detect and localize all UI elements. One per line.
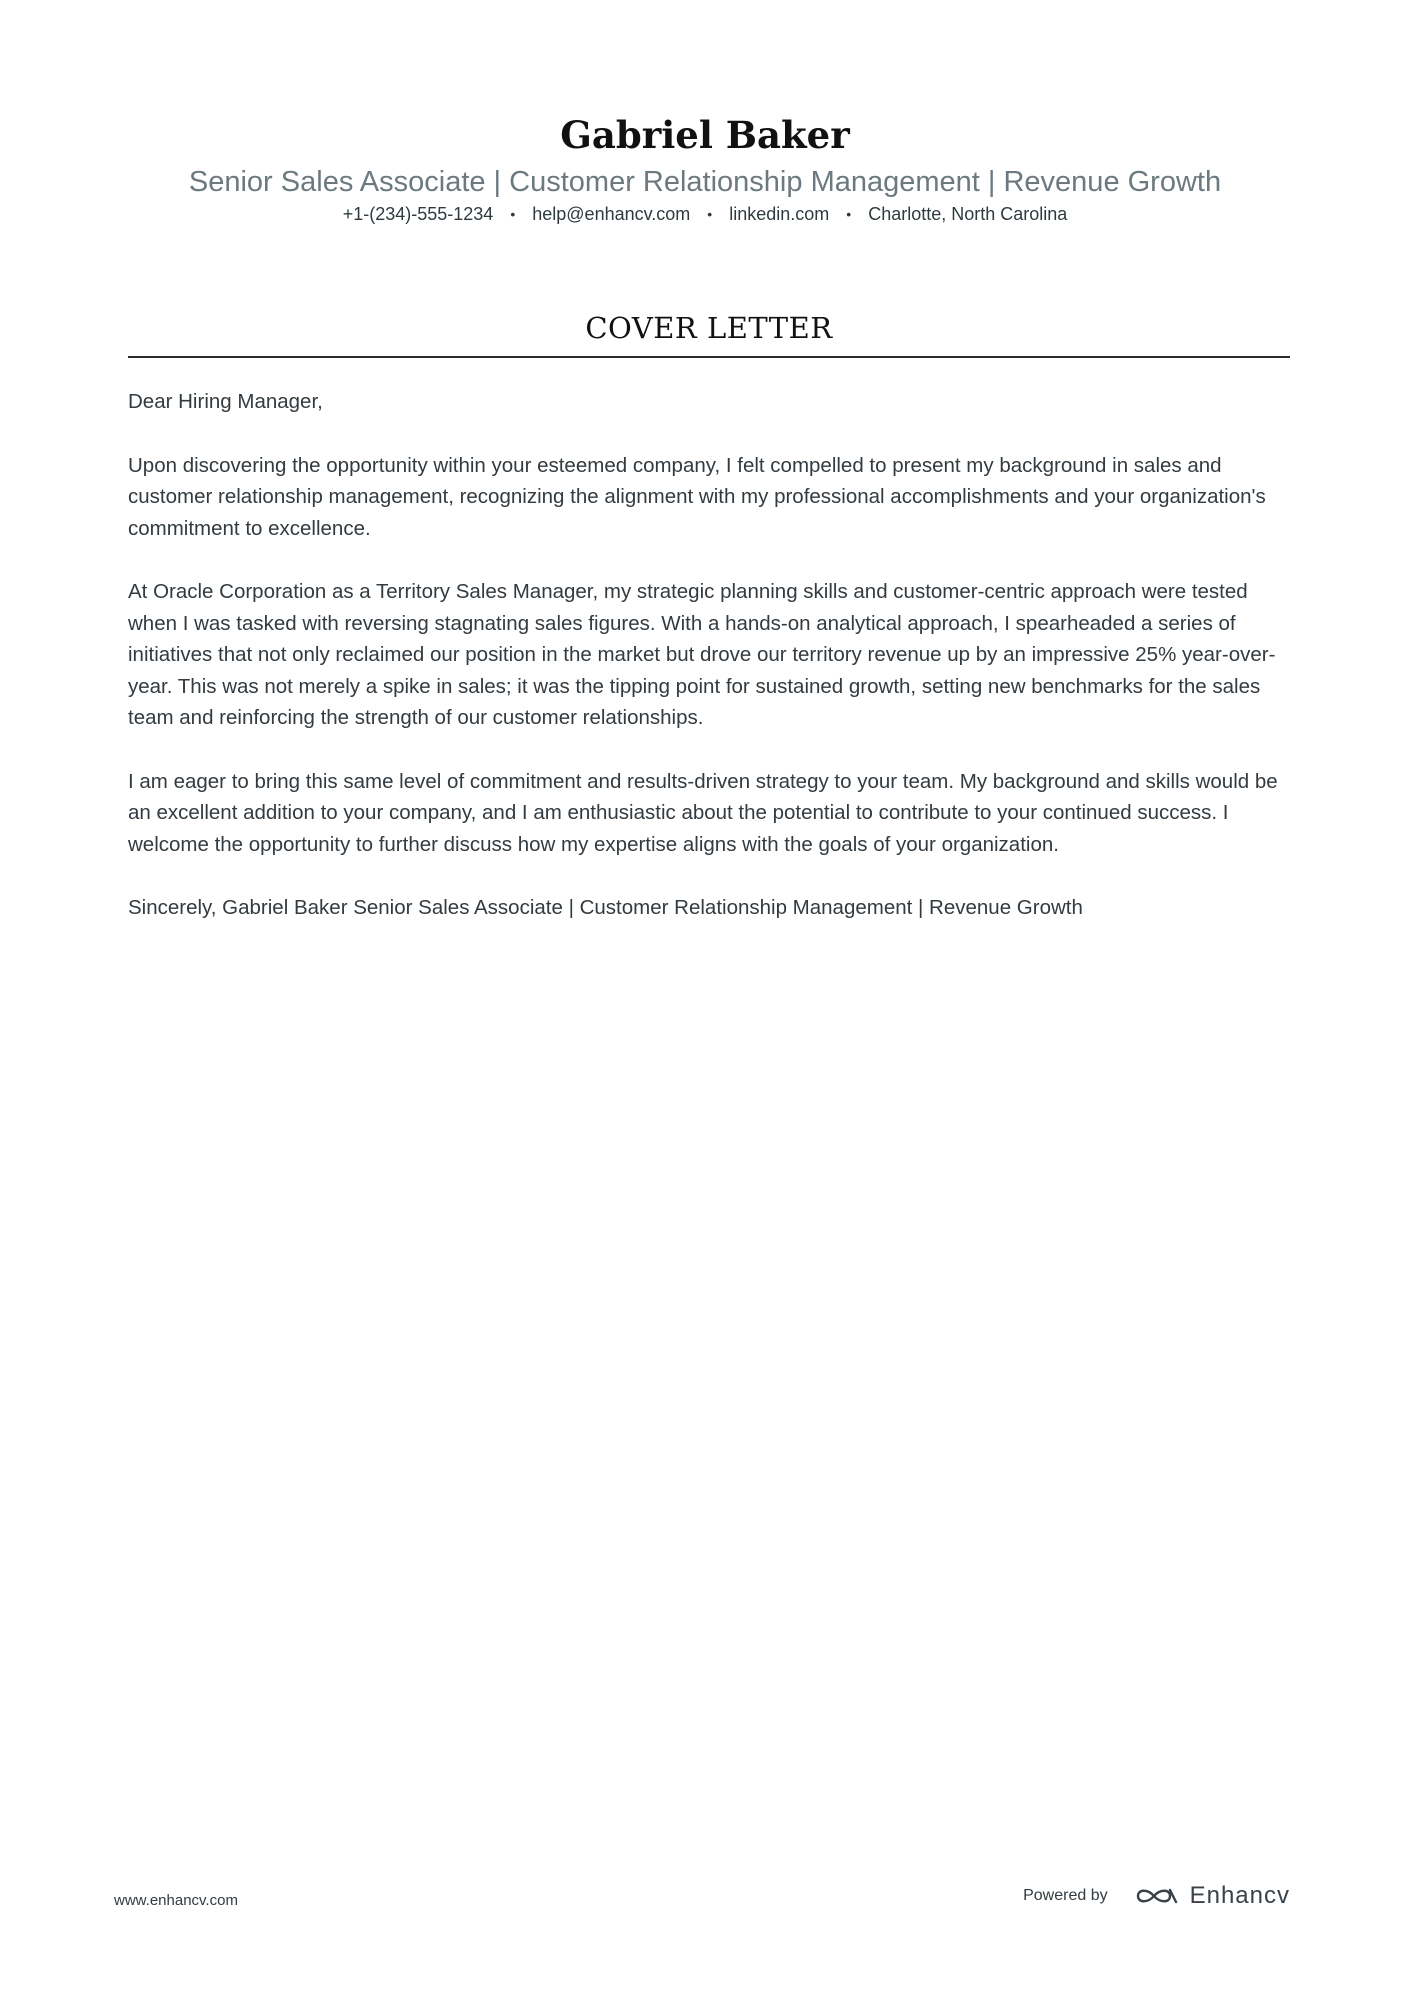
letter-body (128, 386, 1288, 956)
resume-header (0, 112, 1410, 226)
contact-email: help@enhancv.com (532, 204, 691, 224)
contact-separator: • (707, 206, 713, 222)
enhancv-logo-icon (1134, 1884, 1180, 1908)
candidate-headline: Senior Sales Associate | Customer Relationship Management | Revenue Growth (188, 166, 1222, 198)
letter-paragraph: I am eager to bring this same level of commitment and results-driven strategy to your team. My background and skills would be an excellent addition to your company, and I am enthusiastic about the potential to contribute to your continued success. I welcome the opportunity to further discuss how my expertise aligns with the goals of your organization. (128, 769, 1278, 856)
candidate-name: Gabriel Baker (560, 113, 850, 157)
contact-linkedin: linkedin.com (729, 204, 830, 224)
letter-paragraph: Upon discovering the opportunity within your esteemed company, I felt compelled to present my background in sales and customer relationship management, recognizing the alignment with my professional accomplishments and your organization's commitment to excellence. (128, 453, 1266, 540)
powered-by-label: Powered by (1023, 1887, 1108, 1904)
section-title: COVER LETTER (128, 308, 1290, 358)
contact-phone: +1-(234)-555-1234 (342, 204, 494, 224)
letter-closing: Sincerely, Gabriel Baker Senior Sales Associate | Customer Relationship Management | Revenue Growth (128, 896, 1083, 919)
letter-paragraph: At Oracle Corporation as a Territory Sales Manager, my strategic planning skills and customer-centric approach were tested when I was tasked with reversing stagnating sales figures. With a hands-on analytical approach, I spearheaded a series of initiatives that not only reclaimed our position in the market but drove our territory revenue up by an impressive 25% year-over-year. This was not merely a spike in sales; it was the tipping point for sustained growth, setting new benchmarks for the sales team and reinforcing the strength of our customer relationships. (128, 580, 1276, 729)
contact-info (0, 202, 1410, 226)
enhancv-brand-name: Enhancv (1189, 1882, 1290, 1909)
contact-separator: • (846, 206, 852, 222)
contact-location: Charlotte, North Carolina (868, 204, 1068, 224)
letter-salutation: Dear Hiring Manager, (128, 390, 323, 413)
footer-website: www.enhancv.com (114, 1892, 238, 1909)
contact-separator: • (510, 206, 516, 222)
footer-branding (1023, 1882, 1290, 1910)
